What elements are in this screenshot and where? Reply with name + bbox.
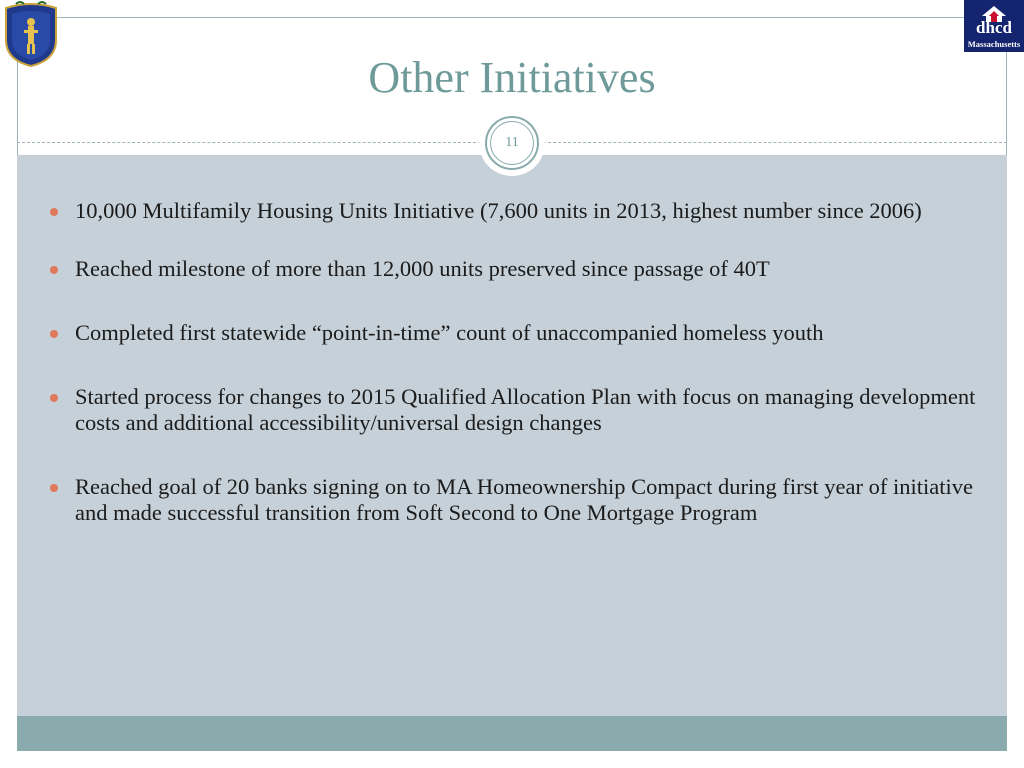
bullet-item	[48, 320, 978, 346]
bullet-text: Started process for changes to 2015 Qualified Allocation Plan with focus on managing development costs and additional accessibility/universal design changes	[75, 384, 976, 435]
bullet-text: 10,000 Multifamily Housing Units Initiative (7,600 units in 2013, highest number since 2006)	[75, 198, 922, 223]
bullet-dot-icon	[50, 484, 58, 492]
bullet-list	[48, 198, 978, 526]
page-number-badge	[485, 116, 539, 170]
bullet-dot-icon	[50, 330, 58, 338]
bullet-dot-icon	[50, 208, 58, 216]
bullet-item	[48, 384, 978, 436]
bullet-dot-icon	[50, 394, 58, 402]
bullet-dot-icon	[50, 266, 58, 274]
bullet-text: Reached milestone of more than 12,000 units preserved since passage of 40T	[75, 256, 770, 281]
bullet-text: Reached goal of 20 banks signing on to MA Homeownership Compact during first year of initiative and made successful transition from Soft Second to One Mortgage Program	[75, 474, 973, 525]
bullet-item	[48, 256, 978, 282]
footer-band	[17, 716, 1007, 751]
bullet-text: Completed first statewide “point-in-time” count of unaccompanied homeless youth	[75, 320, 824, 345]
page-title: Other Initiatives	[368, 53, 656, 102]
bullet-item	[48, 198, 978, 224]
dhcd-logo	[964, 0, 1024, 52]
logo-text: dhcd	[976, 18, 1012, 37]
logo-subtext: Massachusetts	[967, 39, 1021, 49]
bullet-item	[48, 474, 978, 526]
page-number: 11	[490, 121, 534, 165]
